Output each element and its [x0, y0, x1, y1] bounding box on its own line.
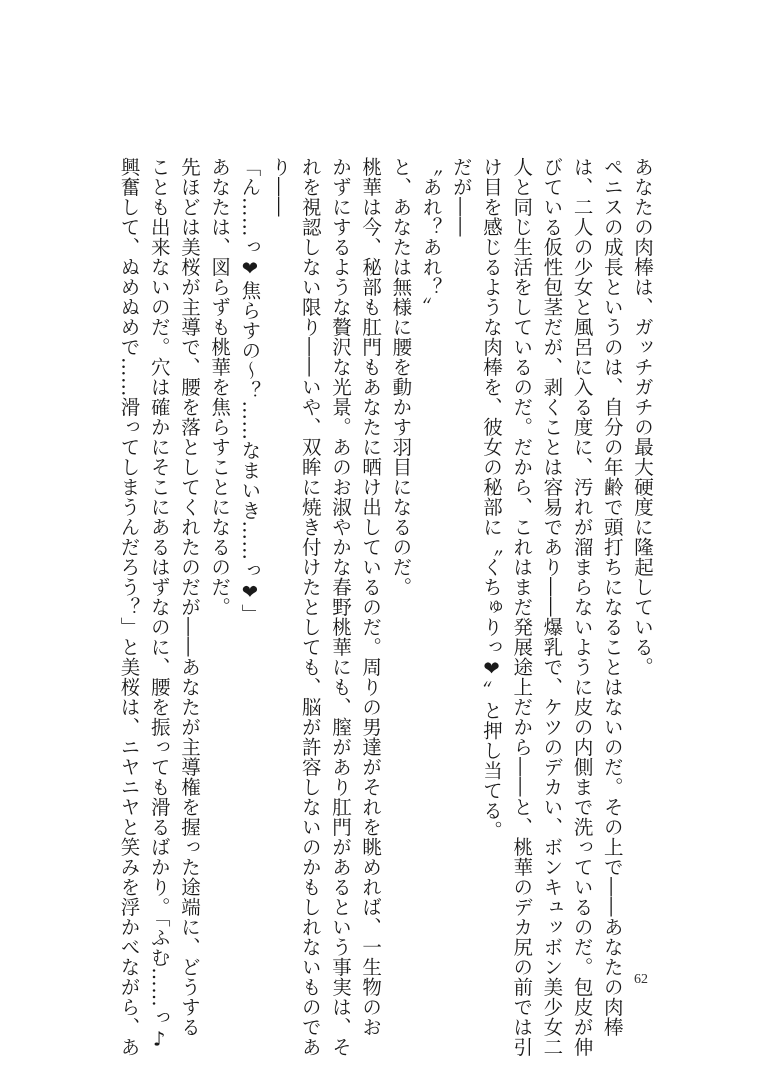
text-line: 〝あれ？あれ？〟 [419, 157, 443, 317]
text-line: 興奮して、ぬめぬめで……滑ってしまうんだろう？」と美桜は、ニヤニヤと笑みを浮かべながら、あ [117, 157, 141, 1057]
text-line: だが―― [449, 157, 473, 237]
text-line: ことも出来ないのだ。穴は確かにそこにあるはずなのに、腰を振っても滑るばかり。「ふむ……っ♪ [147, 157, 171, 1051]
text-line: あなたの肉棒は、ガッチガチの最大硬度に隆起している。 [631, 157, 654, 677]
text-line: は、二人の少女と風呂に入る度に、汚れが溜まらないように皮の内側まで洗っているのだ。包皮が伸 [570, 157, 594, 1057]
text-line: り―― [268, 157, 292, 217]
text-line: れを視認しない限り――いや、双眸に焼き付けたとしても、脳が許容しないのかもしれないものであ [298, 157, 322, 1057]
text-line: 「ん……っ❤焦らすの～？……なまいき……っ❤」 [238, 157, 262, 624]
text-line: け目を感じるような肉棒を、彼女の秘部に〝くちゅりっ❤〟と押し当てる。 [479, 157, 503, 841]
text-line: あなたは、図らずも桃華を焦らすことになるのだ。 [208, 157, 232, 617]
text-line: びている仮性包茎だが、剥くことは容易であり――爆乳で、ケツのデカい、ボンキュッボン美少女二 [540, 157, 564, 1057]
text-line: 桃華は今、秘部も肛門もあなたに晒け出しているのだ。周りの男達がそれを眺めれば、一生物のお [359, 157, 383, 1037]
text-line: かずにするような贅沢な光景。あのお淑やかな春野桃華にも、膣があり肛門があるという事実は、そ [328, 157, 352, 1057]
text-line: 人と同じ生活をしているのだ。だから、これはまだ発展途上だから――と、桃華のデカ尻の前では引 [510, 157, 534, 1057]
text-line: ペニスの成長というのは、自分の年齢で頭打ちになることはないのだ。その上で――あなたの肉棒 [600, 157, 624, 1037]
page-number: 62 [634, 972, 648, 987]
text-line: 先ほどは美桜が主導で、腰を落としてくれたのだが――あなたが主導権を握った途端に、どうする [177, 157, 201, 1037]
text-line: と、あなたは無様に腰を動かす羽目になるのだ。 [389, 157, 413, 597]
